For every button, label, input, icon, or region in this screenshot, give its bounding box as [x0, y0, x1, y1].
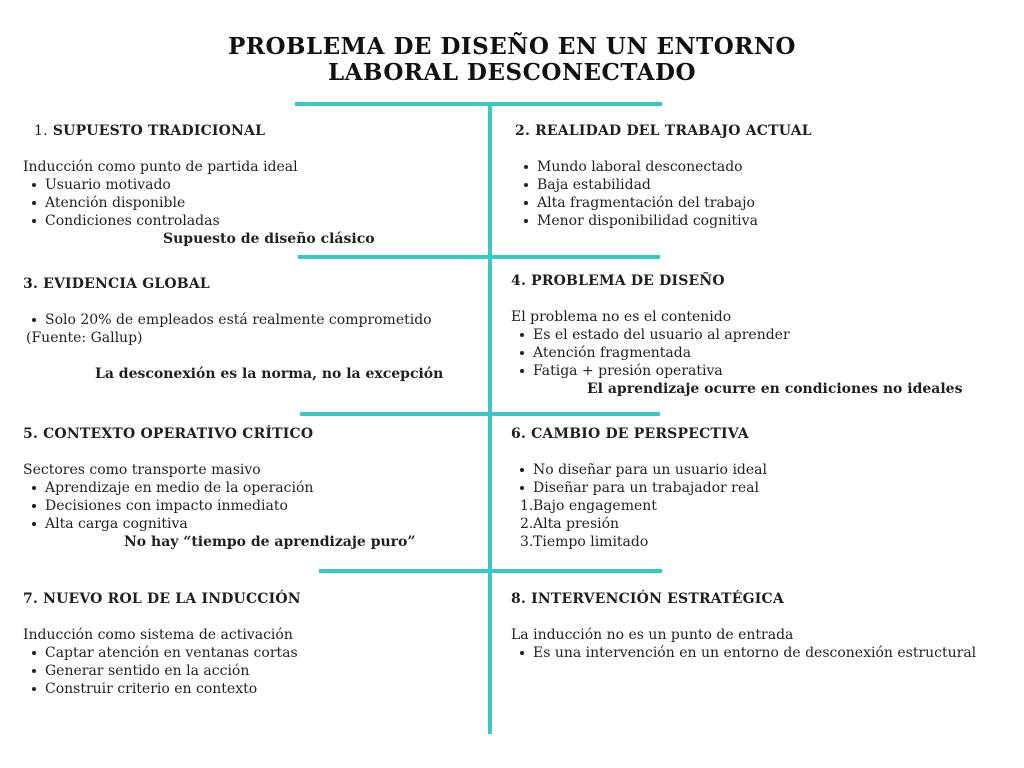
section-emphasis: Supuesto de diseño clásico — [163, 231, 375, 247]
section-3 — [23, 275, 443, 383]
section-7 — [23, 590, 301, 698]
section-8 — [511, 590, 976, 662]
section-number: 1. — [34, 123, 48, 139]
section-heading: 8. INTERVENCIÓN ESTRATÉGICA — [511, 591, 784, 607]
section-heading: 7. NUEVO ROL DE LA INDUCCIÓN — [23, 591, 301, 607]
list-item: Atención fragmentada — [511, 344, 962, 362]
bullet-list — [23, 479, 415, 533]
list-item: Menor disponibilidad cognitiva — [515, 212, 812, 230]
section-heading: 2. REALIDAD DEL TRABAJO ACTUAL — [515, 123, 812, 139]
bullet-list — [511, 644, 976, 662]
section-heading: 4. PROBLEMA DE DISEÑO — [511, 273, 725, 289]
list-item: Baja estabilidad — [515, 176, 812, 194]
numbered-list — [511, 497, 767, 551]
source-note: (Fuente: Gallup) — [26, 330, 143, 346]
section-emphasis: No hay “tiempo de aprendizaje puro” — [124, 534, 416, 550]
section-heading-text: SUPUESTO TRADICIONAL — [52, 123, 266, 139]
list-item: Generar sentido en la acción — [23, 662, 301, 680]
section-emphasis: El aprendizaje ocurre en condiciones no ideales — [587, 381, 963, 397]
divider-top — [295, 102, 662, 106]
bullet-list — [23, 176, 375, 230]
list-item: Es el estado del usuario al aprender — [511, 326, 962, 344]
section-heading: 3. EVIDENCIA GLOBAL — [23, 276, 210, 292]
bullet-list — [511, 461, 767, 497]
numbered-item: 2.Alta presión — [520, 516, 620, 532]
list-item: Captar atención en ventanas cortas — [23, 644, 301, 662]
section-4 — [511, 272, 962, 398]
list-item: Atención disponible — [23, 194, 375, 212]
list-item: Usuario motivado — [23, 176, 375, 194]
list-item: Alta fragmentación del trabajo — [515, 194, 812, 212]
list-item: Es una intervención en un entorno de desconexión estructural — [511, 644, 976, 662]
divider-2 — [298, 255, 660, 259]
list-item: Solo 20% de empleados está realmente comprometido — [23, 311, 443, 329]
diagram-title — [0, 34, 1024, 86]
section-intro: La inducción no es un punto de entrada — [511, 627, 794, 643]
list-item: Mundo laboral desconectado — [515, 158, 812, 176]
section-6 — [511, 425, 767, 551]
section-intro: Sectores como transporte masivo — [23, 462, 261, 478]
list-item: No diseñar para un usuario ideal — [511, 461, 767, 479]
section-intro: El problema no es el contenido — [511, 309, 732, 325]
divider-4 — [319, 569, 662, 573]
title-line-2: LABORAL DESCONECTADO — [327, 59, 697, 86]
bullet-list — [23, 644, 301, 698]
numbered-item: 3.Tiempo limitado — [520, 534, 649, 550]
list-item: Construir criterio en contexto — [23, 680, 301, 698]
bullet-list — [23, 311, 443, 329]
section-5 — [23, 425, 415, 551]
bullet-list — [511, 326, 962, 380]
list-item: Diseñar para un trabajador real — [511, 479, 767, 497]
section-intro: Inducción como sistema de activación — [23, 627, 293, 643]
divider-3 — [300, 412, 660, 416]
list-item: Fatiga + presión operativa — [511, 362, 962, 380]
bullet-list — [515, 158, 812, 230]
vertical-divider — [488, 104, 492, 734]
numbered-item: 1.Bajo engagement — [520, 498, 657, 514]
list-item: Decisiones con impacto inmediato — [23, 497, 415, 515]
list-item: Condiciones controladas — [23, 212, 375, 230]
section-heading — [23, 122, 375, 140]
section-1 — [23, 122, 375, 248]
list-item: Alta carga cognitiva — [23, 515, 415, 533]
section-heading: 5. CONTEXTO OPERATIVO CRÍTICO — [23, 426, 314, 442]
list-item: Aprendizaje en medio de la operación — [23, 479, 415, 497]
section-heading: 6. CAMBIO DE PERSPECTIVA — [511, 426, 749, 442]
title-line-1: PROBLEMA DE DISEÑO EN UN ENTORNO — [228, 33, 796, 60]
section-2 — [515, 122, 812, 230]
section-intro: Inducción como punto de partida ideal — [23, 159, 298, 175]
section-emphasis: La desconexión es la norma, no la excepción — [95, 366, 444, 382]
